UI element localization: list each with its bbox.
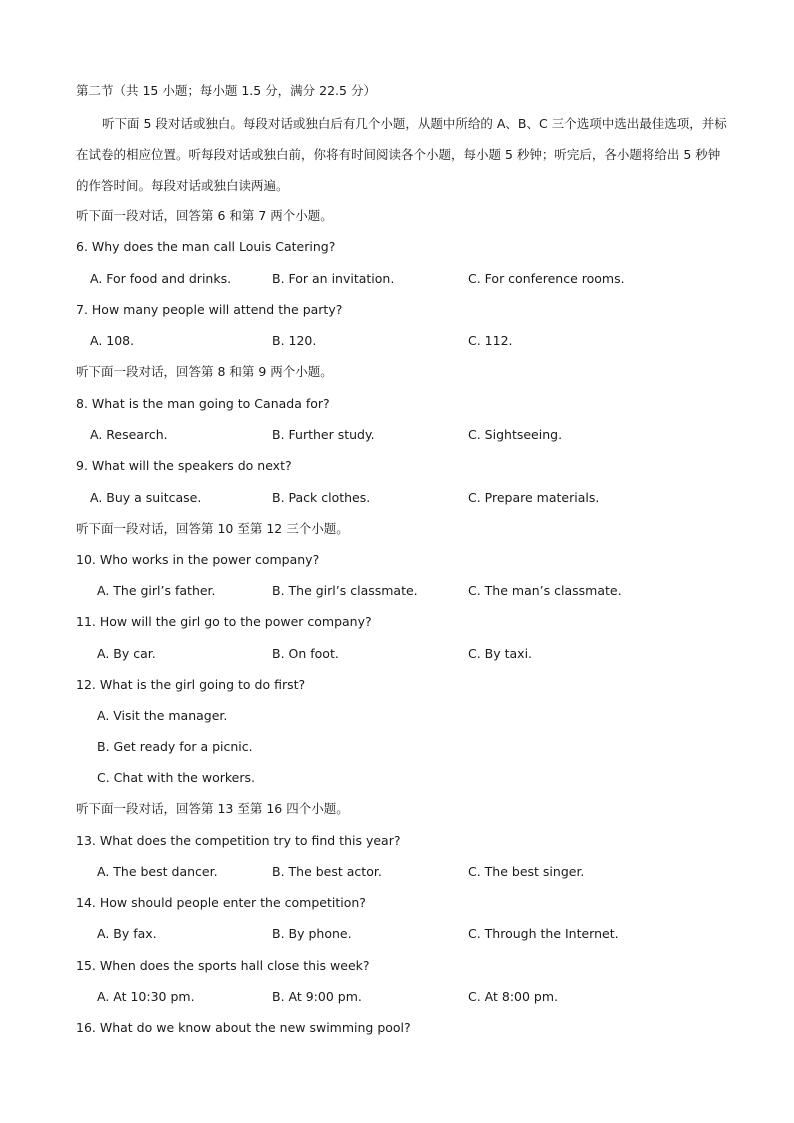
group-prompt-3: 听下面一段对话，回答第 10 至第 12 三个小题。 xyxy=(76,521,349,536)
option-c: C. The best singer. xyxy=(468,864,585,879)
instructions-text: 听下面 5 段对话或独白。每段对话或独白后有几个小题，从题中所给的 A、B、C 三个选项中选出最佳选项，并标在试卷的相应位置。听每段对话或独白前，你将有时间阅读各个小题，每小题 5 秒钟；听完后，各小题将给出 5 秒钟的作答时间。每段对话或独白读两遍。 xyxy=(76,116,727,193)
option-c: C. 112. xyxy=(468,333,513,348)
question-stem: 13. What does the competition try to find this year? xyxy=(76,833,401,848)
option-b: B. At 9:00 pm. xyxy=(272,989,362,1004)
option-c: C. Prepare materials. xyxy=(468,490,600,505)
group-prompt-1: 听下面一段对话，回答第 6 和第 7 两个小题。 xyxy=(76,208,333,223)
option-c: C. Chat with the workers. xyxy=(97,770,255,785)
question-stem: 6. Why does the man call Louis Catering? xyxy=(76,239,336,254)
question-stem: 12. What is the girl going to do first? xyxy=(76,677,306,692)
option-c: C. The man’s classmate. xyxy=(468,583,622,598)
option-a: A. For food and drinks. xyxy=(90,271,232,286)
question-stem: 9. What will the speakers do next? xyxy=(76,458,292,473)
option-b: B. 120. xyxy=(272,333,317,348)
option-a: A. The girl’s father. xyxy=(97,583,216,598)
option-a: A. By fax. xyxy=(97,926,157,941)
option-a: A. 108. xyxy=(90,333,135,348)
option-c: C. For conference rooms. xyxy=(468,271,625,286)
option-c: C. Through the Internet. xyxy=(468,926,619,941)
question-stem: 14. How should people enter the competition? xyxy=(76,895,366,910)
option-a: A. At 10:30 pm. xyxy=(97,989,195,1004)
option-c: C. At 8:00 pm. xyxy=(468,989,559,1004)
option-c: C. By taxi. xyxy=(468,646,533,661)
option-b: B. The best actor. xyxy=(272,864,382,879)
group-prompt-4: 听下面一段对话，回答第 13 至第 16 四个小题。 xyxy=(76,801,349,816)
option-a: A. The best dancer. xyxy=(97,864,218,879)
option-b: B. Pack clothes. xyxy=(272,490,371,505)
question-stem: 8. What is the man going to Canada for? xyxy=(76,396,330,411)
question-stem: 10. Who works in the power company? xyxy=(76,552,320,567)
option-b: B. By phone. xyxy=(272,926,352,941)
option-a: A. Research. xyxy=(90,427,168,442)
section-heading: 第二节（共 15 小题；每小题 1.5 分，满分 22.5 分） xyxy=(76,83,376,98)
option-b: B. Further study. xyxy=(272,427,375,442)
option-a: A. Buy a suitcase. xyxy=(90,490,202,505)
section-instructions xyxy=(76,108,728,201)
option-b: B. On foot. xyxy=(272,646,339,661)
option-c: C. Sightseeing. xyxy=(468,427,563,442)
option-b: B. Get ready for a picnic. xyxy=(97,739,253,754)
option-a: A. Visit the manager. xyxy=(97,708,228,723)
group-prompt-2: 听下面一段对话，回答第 8 和第 9 两个小题。 xyxy=(76,364,333,379)
option-b: B. For an invitation. xyxy=(272,271,395,286)
option-b: B. The girl’s classmate. xyxy=(272,583,418,598)
question-stem: 11. How will the girl go to the power company? xyxy=(76,614,372,629)
question-stem: 16. What do we know about the new swimming pool? xyxy=(76,1020,411,1035)
question-stem: 15. When does the sports hall close this week? xyxy=(76,958,370,973)
option-a: A. By car. xyxy=(97,646,156,661)
question-stem: 7. How many people will attend the party? xyxy=(76,302,343,317)
